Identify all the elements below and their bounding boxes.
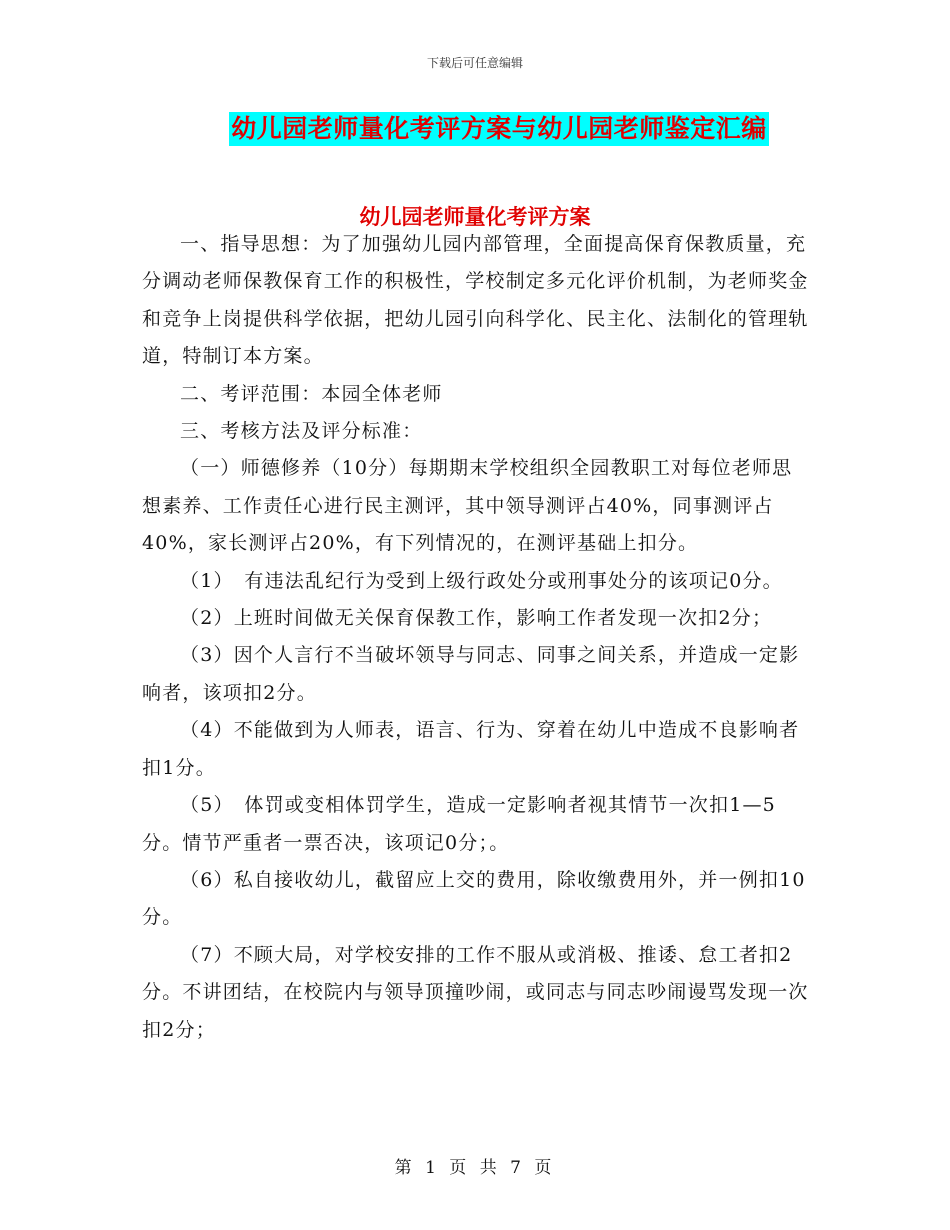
paragraph-rule-3: （3）因个人言行不当破坏领导与同志、同事之间关系，并造成一定影响者，该项扣2分。: [142, 644, 800, 704]
paragraph-rule-2: （2）上班时间做无关保育保教工作，影响工作者发现一次扣2分；: [180, 607, 773, 630]
paragraph-rule-6: （6）私自接收幼儿，截留应上交的费用，除收缴费用外，并一例扣10分。: [142, 868, 806, 929]
document-body: [142, 226, 810, 1049]
document-title: 幼儿园老师量化考评方案与幼儿园老师鉴定汇编: [229, 112, 769, 146]
section-title: 幼儿园老师量化考评方案: [359, 205, 591, 229]
page-footer: 第 1 页 共 7 页: [394, 1158, 556, 1178]
paragraph-rule-7: （7）不顾大局，对学校安排的工作不服从或消极、推诿、怠工者扣2分。不讲团结，在校院内与领导顶撞吵闹，或同志与同志吵闹谩骂发现一次扣2分；: [142, 943, 809, 1041]
paragraph-rule-1: （1） 有违法乱纪行为受到上级行政处分或刑事处分的该项记0分。: [180, 569, 783, 592]
paragraph-rule-4: （4）不能做到为人师表，语言、行为、穿着在幼儿中造成不良影响者扣1分。: [142, 719, 800, 779]
paragraph-guiding-principle: 一、指导思想：为了加强幼儿园内部管理，全面提高保育保教质量，充分调动老师保教保育工作的积极性，学校制定多元化评价机制，为老师奖金和竞争上岗提供科学依据，把幼儿园引向科学化、民主化、法制化的管理轨道，特制订本方案。: [142, 233, 809, 368]
paragraph-scope: 二、考评范围：本园全体老师: [180, 382, 443, 405]
paragraph-rule-5: （5） 体罚或变相体罚学生，造成一定影响者视其情节一次扣1—5分。情节严重者一票否决，该项记0分；。: [142, 794, 776, 854]
paragraph-method-heading: 三、考核方法及评分标准：: [180, 420, 423, 443]
paragraph-ethics: （一）师德修养（10分）每期期末学校组织全园教职工对每位老师思想素养、工作责任心进行民主测评，其中领导测评占40%，同事测评占40%，家长测评占20%，有下列情况的，在测评基础上扣分。: [142, 457, 793, 555]
document-title-wrap: [0, 112, 950, 146]
header-note: 下载后可任意编辑: [426, 56, 523, 70]
